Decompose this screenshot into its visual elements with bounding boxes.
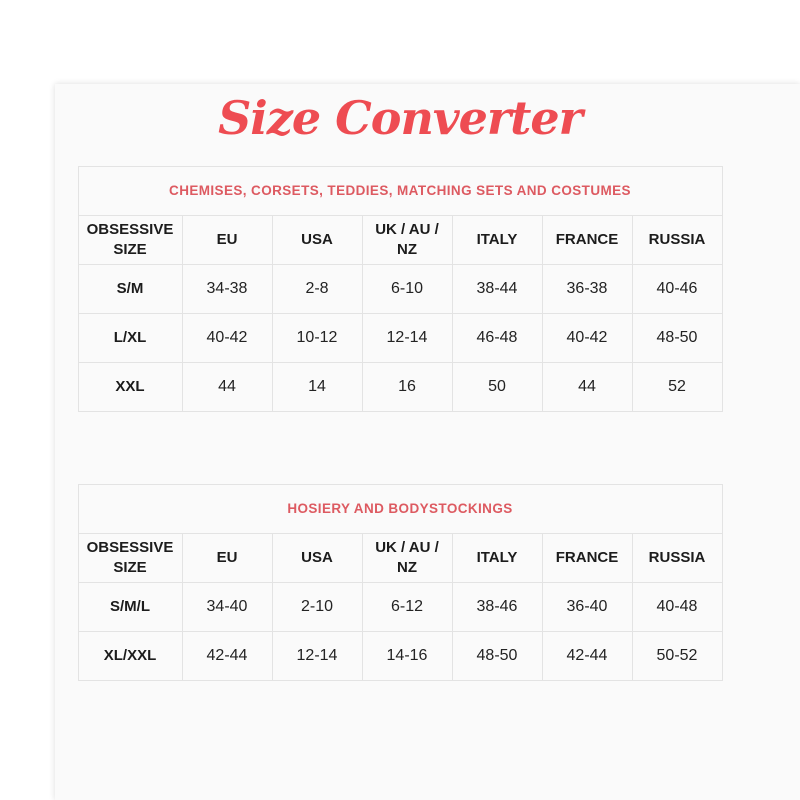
value-cell: 36-40: [542, 582, 632, 631]
value-cell: 42-44: [542, 631, 632, 680]
column-header-russia: RUSSIA: [632, 533, 722, 582]
table-header-row: [78, 533, 722, 582]
page-title: Size Converter: [218, 91, 582, 145]
column-header-usa: USA: [272, 215, 362, 264]
table-header-row: [78, 215, 722, 264]
hosiery-bodystockings-size-table: [78, 484, 723, 681]
size-cell: XL/XXL: [78, 631, 182, 680]
table-row: [78, 362, 722, 411]
value-cell: 12-14: [362, 313, 452, 362]
value-cell: 38-46: [452, 582, 542, 631]
table-caption-row: [78, 166, 722, 215]
value-cell: 44: [182, 362, 272, 411]
value-cell: 50-52: [632, 631, 722, 680]
value-cell: 42-44: [182, 631, 272, 680]
value-cell: 38-44: [452, 264, 542, 313]
value-cell: 2-10: [272, 582, 362, 631]
value-cell: 2-8: [272, 264, 362, 313]
column-header-italy: ITALY: [452, 215, 542, 264]
column-header-eu: EU: [182, 533, 272, 582]
value-cell: 48-50: [452, 631, 542, 680]
value-cell: 34-38: [182, 264, 272, 313]
table-caption: HOSIERY AND BODYSTOCKINGS: [78, 484, 722, 533]
column-header-uk-au-nz: UK / AU / NZ: [362, 215, 452, 264]
value-cell: 46-48: [452, 313, 542, 362]
column-header-france: FRANCE: [542, 533, 632, 582]
value-cell: 40-48: [632, 582, 722, 631]
column-header-italy: ITALY: [452, 533, 542, 582]
value-cell: 52: [632, 362, 722, 411]
column-header-usa: USA: [272, 533, 362, 582]
size-cell: XXL: [78, 362, 182, 411]
column-header-obsessive-size: OBSESSIVE SIZE: [78, 215, 182, 264]
value-cell: 6-12: [362, 582, 452, 631]
column-header-france: FRANCE: [542, 215, 632, 264]
value-cell: 40-42: [542, 313, 632, 362]
value-cell: 12-14: [272, 631, 362, 680]
column-header-russia: RUSSIA: [632, 215, 722, 264]
table-caption: CHEMISES, CORSETS, TEDDIES, MATCHING SETS AND COSTUMES: [78, 166, 722, 215]
chemises-corsets-size-table: [78, 166, 723, 412]
value-cell: 16: [362, 362, 452, 411]
column-header-obsessive-size: OBSESSIVE SIZE: [78, 533, 182, 582]
table-row: [78, 631, 722, 680]
size-cell: S/M: [78, 264, 182, 313]
table-row: [78, 313, 722, 362]
value-cell: 6-10: [362, 264, 452, 313]
size-cell: S/M/L: [78, 582, 182, 631]
value-cell: 44: [542, 362, 632, 411]
column-header-eu: EU: [182, 215, 272, 264]
value-cell: 10-12: [272, 313, 362, 362]
column-header-uk-au-nz: UK / AU / NZ: [362, 533, 452, 582]
value-cell: 34-40: [182, 582, 272, 631]
value-cell: 14-16: [362, 631, 452, 680]
value-cell: 36-38: [542, 264, 632, 313]
table-row: [78, 582, 722, 631]
value-cell: 48-50: [632, 313, 722, 362]
value-cell: 40-46: [632, 264, 722, 313]
table-caption-row: [78, 484, 722, 533]
value-cell: 40-42: [182, 313, 272, 362]
value-cell: 14: [272, 362, 362, 411]
size-cell: L/XL: [78, 313, 182, 362]
table-row: [78, 264, 722, 313]
value-cell: 50: [452, 362, 542, 411]
